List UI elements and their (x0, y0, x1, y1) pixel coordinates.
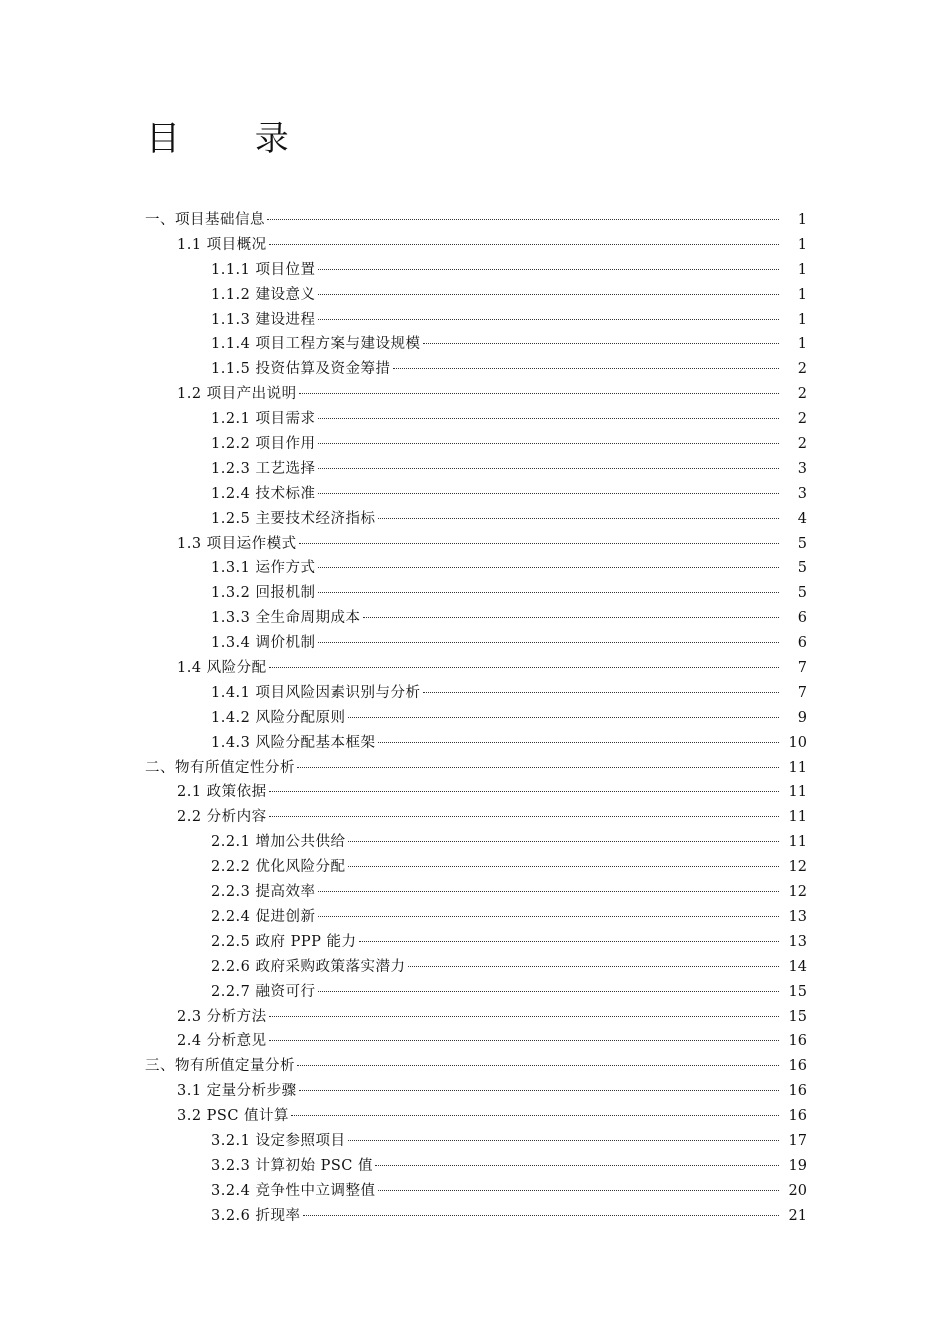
toc-entry-title: 2.3 分析方法 (177, 1008, 267, 1025)
toc-entry-title: 1.1.4 项目工程方案与建设规模 (211, 336, 421, 353)
toc-entry-title: 1.3.2 回报机制 (211, 585, 316, 602)
toc-entry[interactable] (0, 357, 950, 382)
toc-entry-title: 1.2.4 技术标准 (211, 485, 316, 502)
toc-entry-title: 2.2 分析内容 (177, 809, 267, 826)
dot-leader (363, 617, 779, 618)
table-of-contents (0, 208, 950, 1229)
toc-entry[interactable] (0, 681, 950, 706)
toc-entry[interactable] (0, 780, 950, 805)
toc-entry-title: 3.2.3 计算初始 PSC 值 (211, 1157, 374, 1174)
toc-entry[interactable] (0, 606, 950, 631)
toc-entry-title: 一、项目基础信息 (145, 212, 265, 228)
toc-entry-title: 三、物有所值定量分析 (145, 1058, 295, 1075)
toc-entry[interactable] (0, 880, 950, 905)
toc-entry-title: 1.2.3 工艺选择 (211, 460, 316, 477)
dot-leader (318, 319, 779, 320)
dot-leader (299, 393, 779, 394)
dot-leader (348, 841, 779, 842)
toc-entry[interactable] (0, 980, 950, 1005)
toc-entry-title: 1.3 项目运作模式 (177, 535, 297, 552)
toc-page-number: 6 (797, 610, 807, 627)
toc-entry[interactable] (0, 656, 950, 681)
toc-entry-title: 1.1.2 建设意义 (211, 286, 316, 303)
toc-page-number: 10 (788, 734, 807, 751)
toc-entry-title: 1.2.1 项目需求 (211, 411, 316, 428)
toc-entry-title: 1.4.3 风险分配基本框架 (211, 734, 376, 751)
toc-page-number: 1 (797, 261, 807, 278)
toc-entry-title: 1.4 风险分配 (177, 660, 267, 677)
toc-entry[interactable] (0, 1179, 950, 1204)
dot-leader (375, 1165, 779, 1166)
toc-entry[interactable] (0, 382, 950, 407)
toc-entry-title: 2.2.6 政府采购政策落实潜力 (211, 958, 406, 975)
toc-entry[interactable] (0, 1204, 950, 1229)
toc-page-number: 19 (788, 1157, 807, 1174)
toc-entry[interactable] (0, 581, 950, 606)
toc-entry-title: 2.2.3 提高效率 (211, 884, 316, 901)
toc-entry-title: 二、物有所值定性分析 (145, 759, 295, 776)
toc-entry[interactable] (0, 1029, 950, 1054)
toc-entry-title: 1.1.1 项目位置 (211, 261, 316, 278)
toc-entry-title: 1.3.3 全生命周期成本 (211, 610, 361, 627)
dot-leader (348, 866, 779, 867)
toc-entry-title: 2.2.7 融资可行 (211, 983, 316, 1000)
toc-entry[interactable] (0, 955, 950, 980)
toc-entry-title: 2.2.1 增加公共供给 (211, 834, 346, 851)
toc-entry[interactable] (0, 631, 950, 656)
toc-page-number: 3 (797, 485, 807, 502)
dot-leader (359, 941, 780, 942)
dot-leader (291, 1115, 779, 1116)
toc-page-number: 2 (797, 436, 807, 453)
toc-page-number: 1 (797, 336, 807, 353)
toc-entry[interactable] (0, 1079, 950, 1104)
toc-page-number: 13 (788, 908, 807, 925)
toc-page-number: 1 (797, 236, 807, 253)
toc-page-number: 15 (788, 1008, 807, 1025)
dot-leader (318, 891, 779, 892)
toc-entry[interactable] (0, 457, 950, 482)
dot-leader (378, 1190, 779, 1191)
toc-entry[interactable] (0, 208, 950, 233)
toc-entry-title: 1.3.1 运作方式 (211, 560, 316, 577)
toc-entry-title: 3.2.4 竞争性中立调整值 (211, 1182, 376, 1199)
dot-leader (269, 1040, 779, 1041)
dot-leader (269, 1016, 779, 1017)
toc-entry-title: 2.4 分析意见 (177, 1033, 267, 1050)
dot-leader (318, 468, 779, 469)
toc-entry[interactable] (0, 706, 950, 731)
toc-entry[interactable] (0, 308, 950, 333)
dot-leader (303, 1215, 779, 1216)
toc-entry[interactable] (0, 855, 950, 880)
dot-leader (269, 791, 779, 792)
toc-page-number: 14 (788, 958, 807, 975)
dot-leader (318, 294, 779, 295)
toc-page-number: 16 (788, 1108, 807, 1125)
dot-leader (318, 916, 779, 917)
dot-leader (408, 966, 779, 967)
toc-page-number: 11 (788, 784, 807, 801)
toc-page-number: 7 (797, 660, 807, 677)
toc-page-number: 12 (788, 884, 807, 901)
toc-page-number: 1 (797, 286, 807, 303)
toc-entry[interactable] (0, 482, 950, 507)
toc-entry[interactable] (0, 332, 950, 357)
toc-entry-title: 1.2 项目产出说明 (177, 386, 297, 403)
toc-entry-title: 1.2.5 主要技术经济指标 (211, 510, 376, 527)
toc-page-number: 4 (797, 510, 807, 527)
toc-page-number: 17 (788, 1132, 807, 1149)
toc-entry-title: 3.1 定量分析步骤 (177, 1083, 297, 1100)
toc-page-number: 1 (797, 311, 807, 328)
toc-page-number: 16 (788, 1033, 807, 1050)
toc-entry[interactable] (0, 1154, 950, 1179)
toc-page-number: 1 (797, 212, 807, 228)
toc-page-number: 2 (797, 361, 807, 378)
toc-entry-title: 1.1.3 建设进程 (211, 311, 316, 328)
dot-leader (348, 1140, 779, 1141)
dot-leader (348, 717, 779, 718)
toc-page-number: 2 (797, 411, 807, 428)
toc-entry-title: 2.1 政策依据 (177, 784, 267, 801)
toc-page-number: 5 (797, 560, 807, 577)
toc-entry[interactable] (0, 731, 950, 756)
dot-leader (318, 642, 779, 643)
toc-page-number: 11 (788, 809, 807, 826)
toc-page-number: 2 (797, 386, 807, 403)
toc-entry[interactable] (0, 258, 950, 283)
dot-leader (318, 567, 779, 568)
toc-entry-title: 2.2.2 优化风险分配 (211, 859, 346, 876)
toc-entry[interactable] (0, 1129, 950, 1154)
toc-entry-title: 1.4.1 项目风险因素识别与分析 (211, 684, 421, 701)
toc-page-number: 11 (788, 759, 807, 776)
toc-page-number: 5 (797, 535, 807, 552)
dot-leader (267, 219, 779, 220)
toc-page-number: 7 (797, 684, 807, 701)
toc-entry[interactable] (0, 283, 950, 308)
page-title: 目 录 (146, 119, 321, 159)
dot-leader (318, 991, 779, 992)
dot-leader (318, 592, 779, 593)
toc-page-number: 9 (797, 709, 807, 726)
dot-leader (378, 742, 779, 743)
toc-entry-title: 3.2 PSC 值计算 (177, 1108, 290, 1125)
toc-entry-title: 1.1.5 投资估算及资金筹措 (211, 361, 391, 378)
toc-entry[interactable] (0, 1104, 950, 1129)
toc-entry-title: 3.2.1 设定参照项目 (211, 1132, 346, 1149)
toc-entry[interactable] (0, 556, 950, 581)
dot-leader (318, 493, 779, 494)
toc-entry[interactable] (0, 805, 950, 830)
toc-entry[interactable] (0, 233, 950, 258)
dot-leader (423, 692, 779, 693)
toc-entry[interactable] (0, 432, 950, 457)
toc-entry-title: 1.4.2 风险分配原则 (211, 709, 346, 726)
toc-entry-title: 1.3.4 调价机制 (211, 635, 316, 652)
toc-entry[interactable] (0, 905, 950, 930)
toc-page-number: 13 (788, 933, 807, 950)
dot-leader (378, 518, 779, 519)
dot-leader (297, 767, 779, 768)
toc-entry-title: 1.1 项目概况 (177, 236, 267, 253)
toc-entry[interactable] (0, 507, 950, 532)
toc-entry[interactable] (0, 407, 950, 432)
dot-leader (318, 443, 779, 444)
dot-leader (269, 244, 779, 245)
dot-leader (393, 368, 779, 369)
toc-page-number: 16 (788, 1058, 807, 1075)
toc-page-number: 16 (788, 1083, 807, 1100)
toc-page-number: 20 (788, 1182, 807, 1199)
toc-entry-title: 1.2.2 项目作用 (211, 436, 316, 453)
toc-entry[interactable] (0, 532, 950, 557)
toc-entry[interactable] (0, 1005, 950, 1030)
toc-page-number: 15 (788, 983, 807, 1000)
dot-leader (269, 816, 779, 817)
toc-entry[interactable] (0, 930, 950, 955)
dot-leader (318, 269, 779, 270)
toc-page-number: 11 (788, 834, 807, 851)
toc-page-number: 12 (788, 859, 807, 876)
toc-entry-title: 3.2.6 折现率 (211, 1207, 301, 1224)
dot-leader (299, 543, 779, 544)
toc-page-number: 21 (788, 1207, 807, 1224)
toc-entry[interactable] (0, 756, 950, 781)
toc-entry-title: 2.2.4 促进创新 (211, 908, 316, 925)
dot-leader (318, 418, 779, 419)
toc-entry[interactable] (0, 1054, 950, 1079)
dot-leader (423, 343, 779, 344)
toc-page-number: 6 (797, 635, 807, 652)
toc-page-number: 3 (797, 460, 807, 477)
toc-entry[interactable] (0, 830, 950, 855)
toc-page-number: 5 (797, 585, 807, 602)
dot-leader (299, 1090, 779, 1091)
dot-leader (269, 667, 779, 668)
toc-entry-title: 2.2.5 政府 PPP 能力 (211, 933, 357, 950)
dot-leader (297, 1065, 779, 1066)
